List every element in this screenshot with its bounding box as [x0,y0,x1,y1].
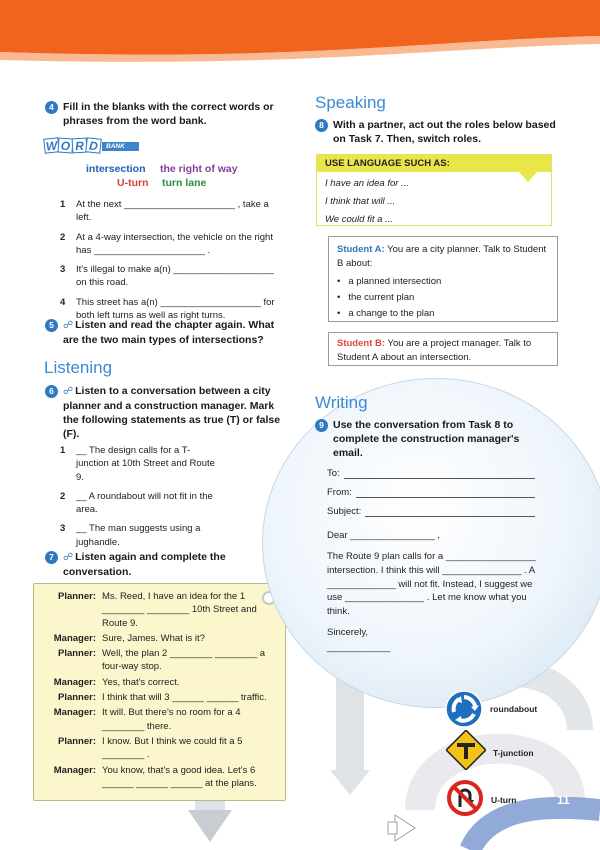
list-item: 1 __ The design calls for a T-junction at 10th Street and Route 9. [60,445,215,483]
t-junction-icon [446,730,486,770]
list-item: • a change to the plan [337,307,435,319]
no-u-turn-icon [447,780,483,816]
list-item: 4 This street has a(n) ___________________ for both left turns as well as right turns. [60,296,275,322]
subject-field[interactable] [365,507,535,517]
conversation-line: Planner: Well, the plan 2 ________ ________ a four-way stop. [57,648,266,673]
list-item: 2 __ A roundabout will not fit in the area. [60,490,213,516]
task6-items [60,444,220,555]
speaking-title: Speaking [315,93,386,112]
student-b-text: You are a project manager. Talk to Student A about an intersection. [337,338,532,363]
task6-instruction: Listen to a conversation between a city planner and a construction manager. Mark the following statements as true (T) or false (F). [63,385,281,440]
list-item: • the current plan [337,291,415,303]
list-item: 1 At the next _____________________ , take a left. [60,199,269,224]
word-bank-word: intersection [86,163,146,175]
conversation-line: Planner: I know. But I think we could fit a 5 ________ . [57,735,243,761]
student-a-text: You are a city planner. Talk to Student B about: [337,244,547,269]
task5-heading [45,318,285,347]
conversation-line: Manager: It will. But there's no room for a 4 ________ there. [53,707,241,732]
email-to-row: To: [327,460,535,479]
word-bank-word: U-turn [117,177,149,189]
email-from-row: From: [327,479,535,498]
task7-instruction: Listen again and complete the conversation. [63,551,226,578]
list-item: 2 At a 4-way intersection, the vehicle on the right has _____________________ . [60,231,273,256]
conversation-box [33,583,286,801]
task-number-badge: 6 [45,385,58,398]
page-number: 11 [557,793,570,807]
email-subject-row: Subject: [327,498,535,517]
task-number-badge: 5 [45,319,58,332]
student-b-label: Student B: [337,338,386,349]
task9-heading [315,418,525,461]
email-signature-line: ____________ [327,642,391,653]
task8-heading [315,118,565,146]
word-bank-tile: D [85,137,101,153]
word-bank-tile: R [72,138,88,154]
list-item: 3 It's illegal to make a(n) ___________________ on this road. [60,264,274,289]
list-item: • a planned intersection [337,275,442,287]
useful-language-line: We could fit a ... [325,214,393,225]
email-form [327,460,535,517]
from-field[interactable] [356,488,535,498]
word-bank-logo [44,138,139,153]
top-orange-banner [0,0,600,70]
conversation-line: Manager: Sure, James. What is it? [53,632,205,644]
conversation-line: Planner: I think that will 3 ______ ______ traffic. [57,692,267,704]
roundabout-label: roundabout [490,704,538,714]
audio-icon: ☍ [63,386,74,397]
word-bank-tile: W [45,137,58,154]
conversation-line: Planner: Ms. Reed, I have an idea for the 1 ________ ________ 10th Street and Route 9. [57,591,257,629]
word-bank-label: BANK [102,142,139,151]
conversation-line: Manager: Yes, that's correct. [53,676,180,688]
audio-icon: ☍ [63,320,74,331]
task4-heading [45,100,285,128]
student-a-role-card [328,236,558,322]
task4-items [60,198,282,328]
word-bank-tile: O [57,137,73,153]
list-item: 3 __ The man suggests using a jughandle. [60,523,201,548]
task6-heading [45,384,285,441]
email-closing: Sincerely, [327,627,369,638]
task8-instruction: With a partner, act out the roles below based on Task 7. Then, switch roles. [333,119,556,146]
email-body: The Route 9 plan calls for a _________________ intersection. I think this will _______________ . A _____________ will not fit. Instead, I suggest we use _______________ . Let me know what you think. [327,551,536,618]
u-turn-label: U-turn [491,795,517,805]
student-a-label: Student A: [337,244,385,255]
roundabout-icon [445,690,483,728]
writing-title: Writing [315,393,368,412]
task7-heading [45,550,245,579]
useful-language-line: I think that will ... [325,196,396,207]
task-number-badge: 7 [45,551,58,564]
t-junction-label: T-junction [493,748,534,758]
student-b-role-card [328,332,558,366]
conversation-line: Manager: You know, that's a good idea. Let's 6 ______ ______ ______ at the plans. [53,764,257,789]
listening-title: Listening [44,358,113,377]
task-number-badge: 4 [45,101,58,114]
word-bank-word: turn lane [162,177,207,189]
useful-language-box [316,154,552,226]
task4-instruction: Fill in the blanks with the correct words or phrases from the word bank. [63,101,274,128]
useful-language-heading: USE LANGUAGE SUCH AS: [317,155,551,172]
task5-instruction: Listen and read the chapter again. What are the two main types of intersections? [63,319,275,346]
useful-language-line: I have an idea for ... [325,178,409,189]
email-greeting: Dear ________________ , [327,530,441,541]
audio-icon: ☍ [63,552,74,563]
task-number-badge: 8 [315,119,328,132]
word-bank-word: the right of way [160,163,238,175]
task-number-badge: 9 [315,419,328,432]
to-field[interactable] [344,469,535,479]
task9-instruction: Use the conversation from Task 8 to complete the construction manager's email. [333,419,520,460]
